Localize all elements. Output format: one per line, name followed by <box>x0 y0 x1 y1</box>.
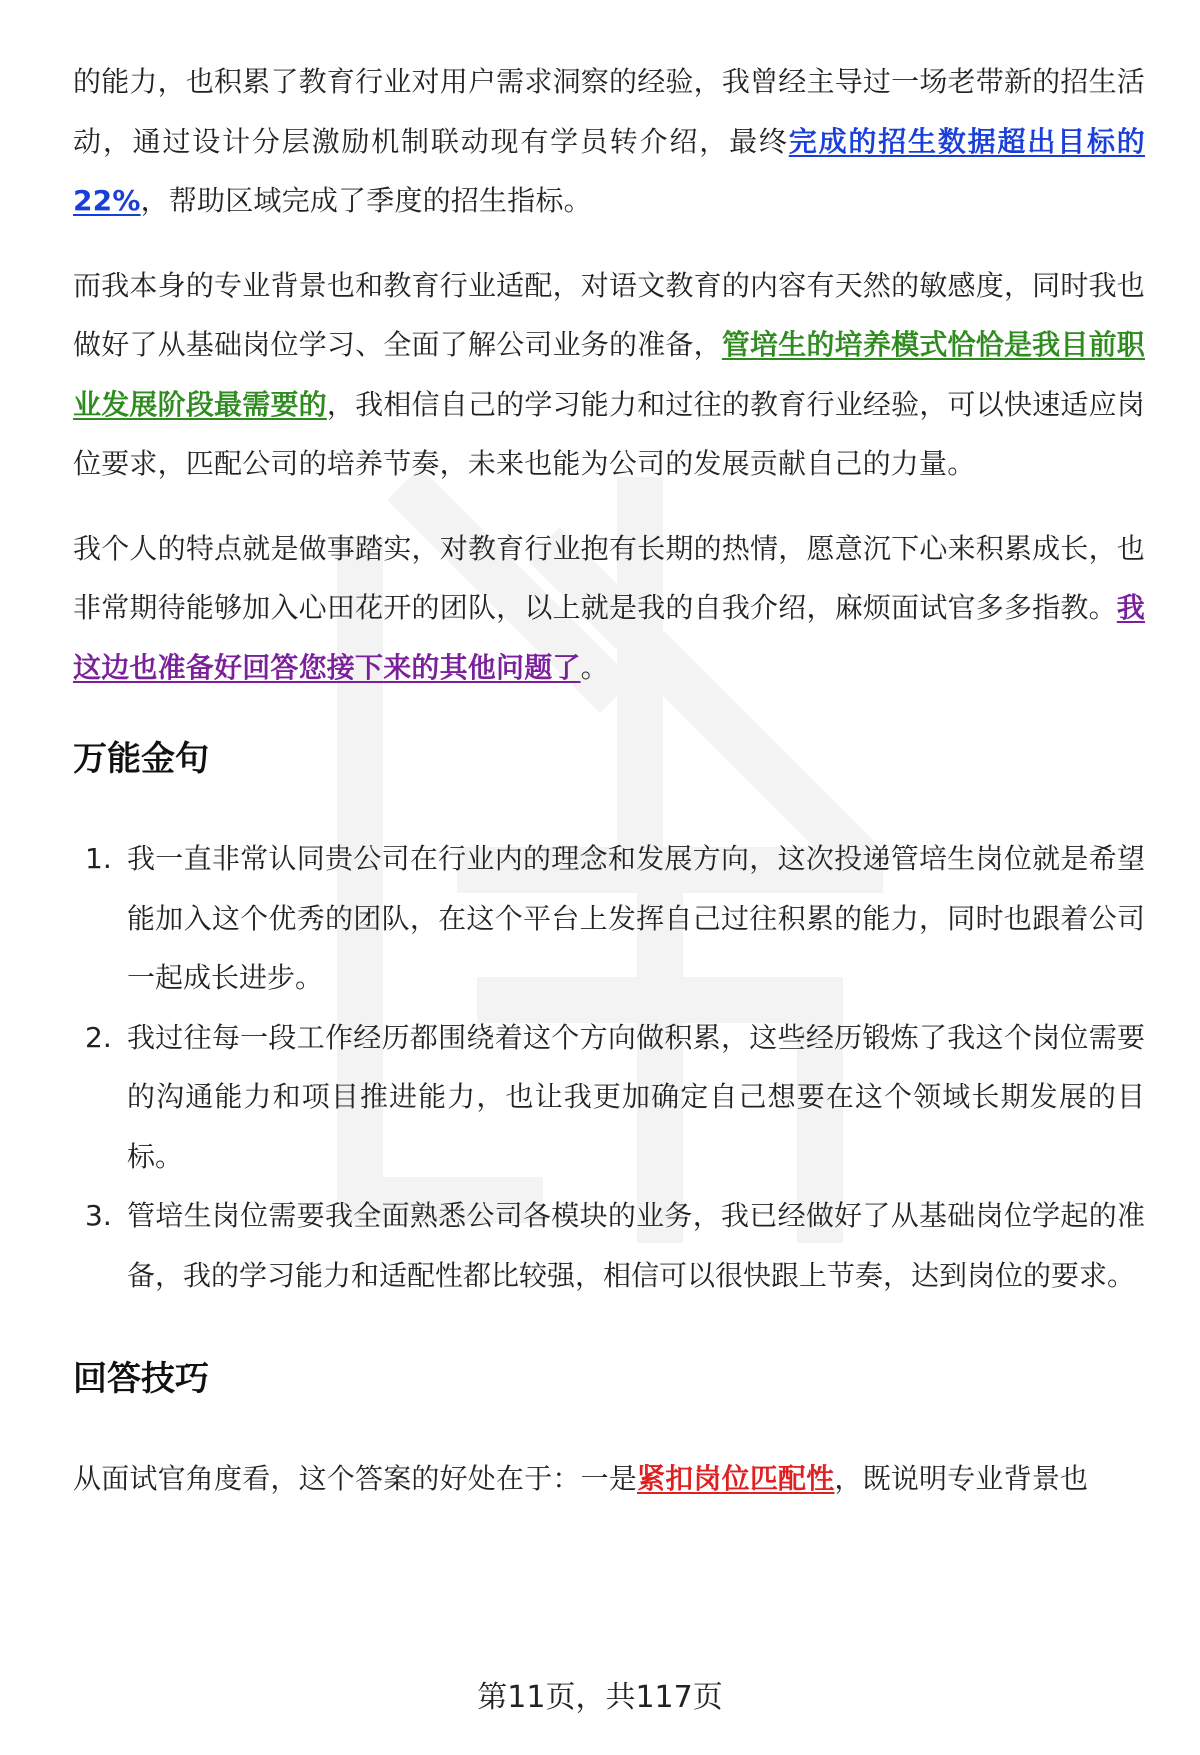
list-number: 2. <box>85 1020 112 1054</box>
highlight-training-model: 管培生的培养模式恰恰是我目前职业发展阶段最需要的 <box>73 328 1145 421</box>
section-title-golden-phrases: 万能金句 <box>73 739 209 779</box>
paragraph-text: ，我相信自己的学习能力和过往的教育行业经验，可以快速适应岗位要求，匹配公司的培养节奏，未来也能为公司的发展贡献自己的力量。 <box>73 387 1145 480</box>
highlight-job-match: 紧扣岗位匹配性 <box>637 1462 835 1495</box>
paragraph-tips <box>73 1449 1145 1509</box>
section-title-answer-tips: 回答技巧 <box>73 1359 209 1399</box>
paragraph-text: 的能力，也积累了教育行业对用户需求洞察的经验，我曾经主导过一场老带新的招生活动，通过设计分层激励机制联动现有学员转介绍，最终 <box>73 65 1145 158</box>
main-content <box>73 52 1145 1534</box>
page-number-footer: 第11页，共117页 <box>477 1680 723 1715</box>
paragraph-experience <box>73 52 1145 231</box>
list-number: 1. <box>85 842 112 875</box>
paragraph-text: 从面试官角度看，这个答案的好处在于：一是 <box>73 1462 638 1495</box>
list-text: 我过往每一段工作经历都围绕着这个方向做积累，这些经历锻炼了我这个岗位需要的沟通能力和项目推进能力，也让我更加确定自己想要在这个领域长期发展的目标。 <box>127 1020 1145 1173</box>
paragraph-text: ，帮助区域完成了季度的招生指标。 <box>140 184 592 217</box>
paragraph-text: 而我本身的专业背景也和教育行业适配，对语文教育的内容有天然的敏感度，同时我也做好了从基础岗位学习、全面了解公司业务的准备， <box>73 268 1145 361</box>
paragraph-background <box>73 256 1145 494</box>
list-item <box>73 1186 1145 1305</box>
paragraph-text: 我个人的特点就是做事踏实，对教育行业抱有长期的热情，愿意沉下心来积累成长，也非常期待能够加入心田花开的团队，以上就是我的自我介绍，麻烦面试官多多指教。 <box>73 531 1145 624</box>
paragraph-text: ，既说明专业背景也 <box>834 1462 1089 1495</box>
highlight-ready-answer: 我这边也准备好回答您接下来的其他问题了 <box>73 591 1145 684</box>
list-item <box>73 829 1145 1008</box>
list-item <box>73 1008 1145 1187</box>
paragraph-text: 。 <box>580 650 609 684</box>
paragraph-personality <box>73 519 1145 698</box>
golden-phrases-list <box>73 829 1145 1305</box>
highlight-recruit-result: 完成的招生数据超出目标的22% <box>73 124 1145 217</box>
list-number: 3. <box>85 1199 112 1232</box>
list-text: 管培生岗位需要我全面熟悉公司各模块的业务，我已经做好了从基础岗位学起的准备，我的学习能力和适配性都比较强，相信可以很快跟上节奏，达到岗位的要求。 <box>127 1199 1145 1292</box>
list-text: 我一直非常认同贵公司在行业内的理念和发展方向，这次投递管培生岗位就是希望能加入这个优秀的团队，在这个平台上发挥自己过往积累的能力，同时也跟着公司一起成长进步。 <box>127 842 1145 994</box>
